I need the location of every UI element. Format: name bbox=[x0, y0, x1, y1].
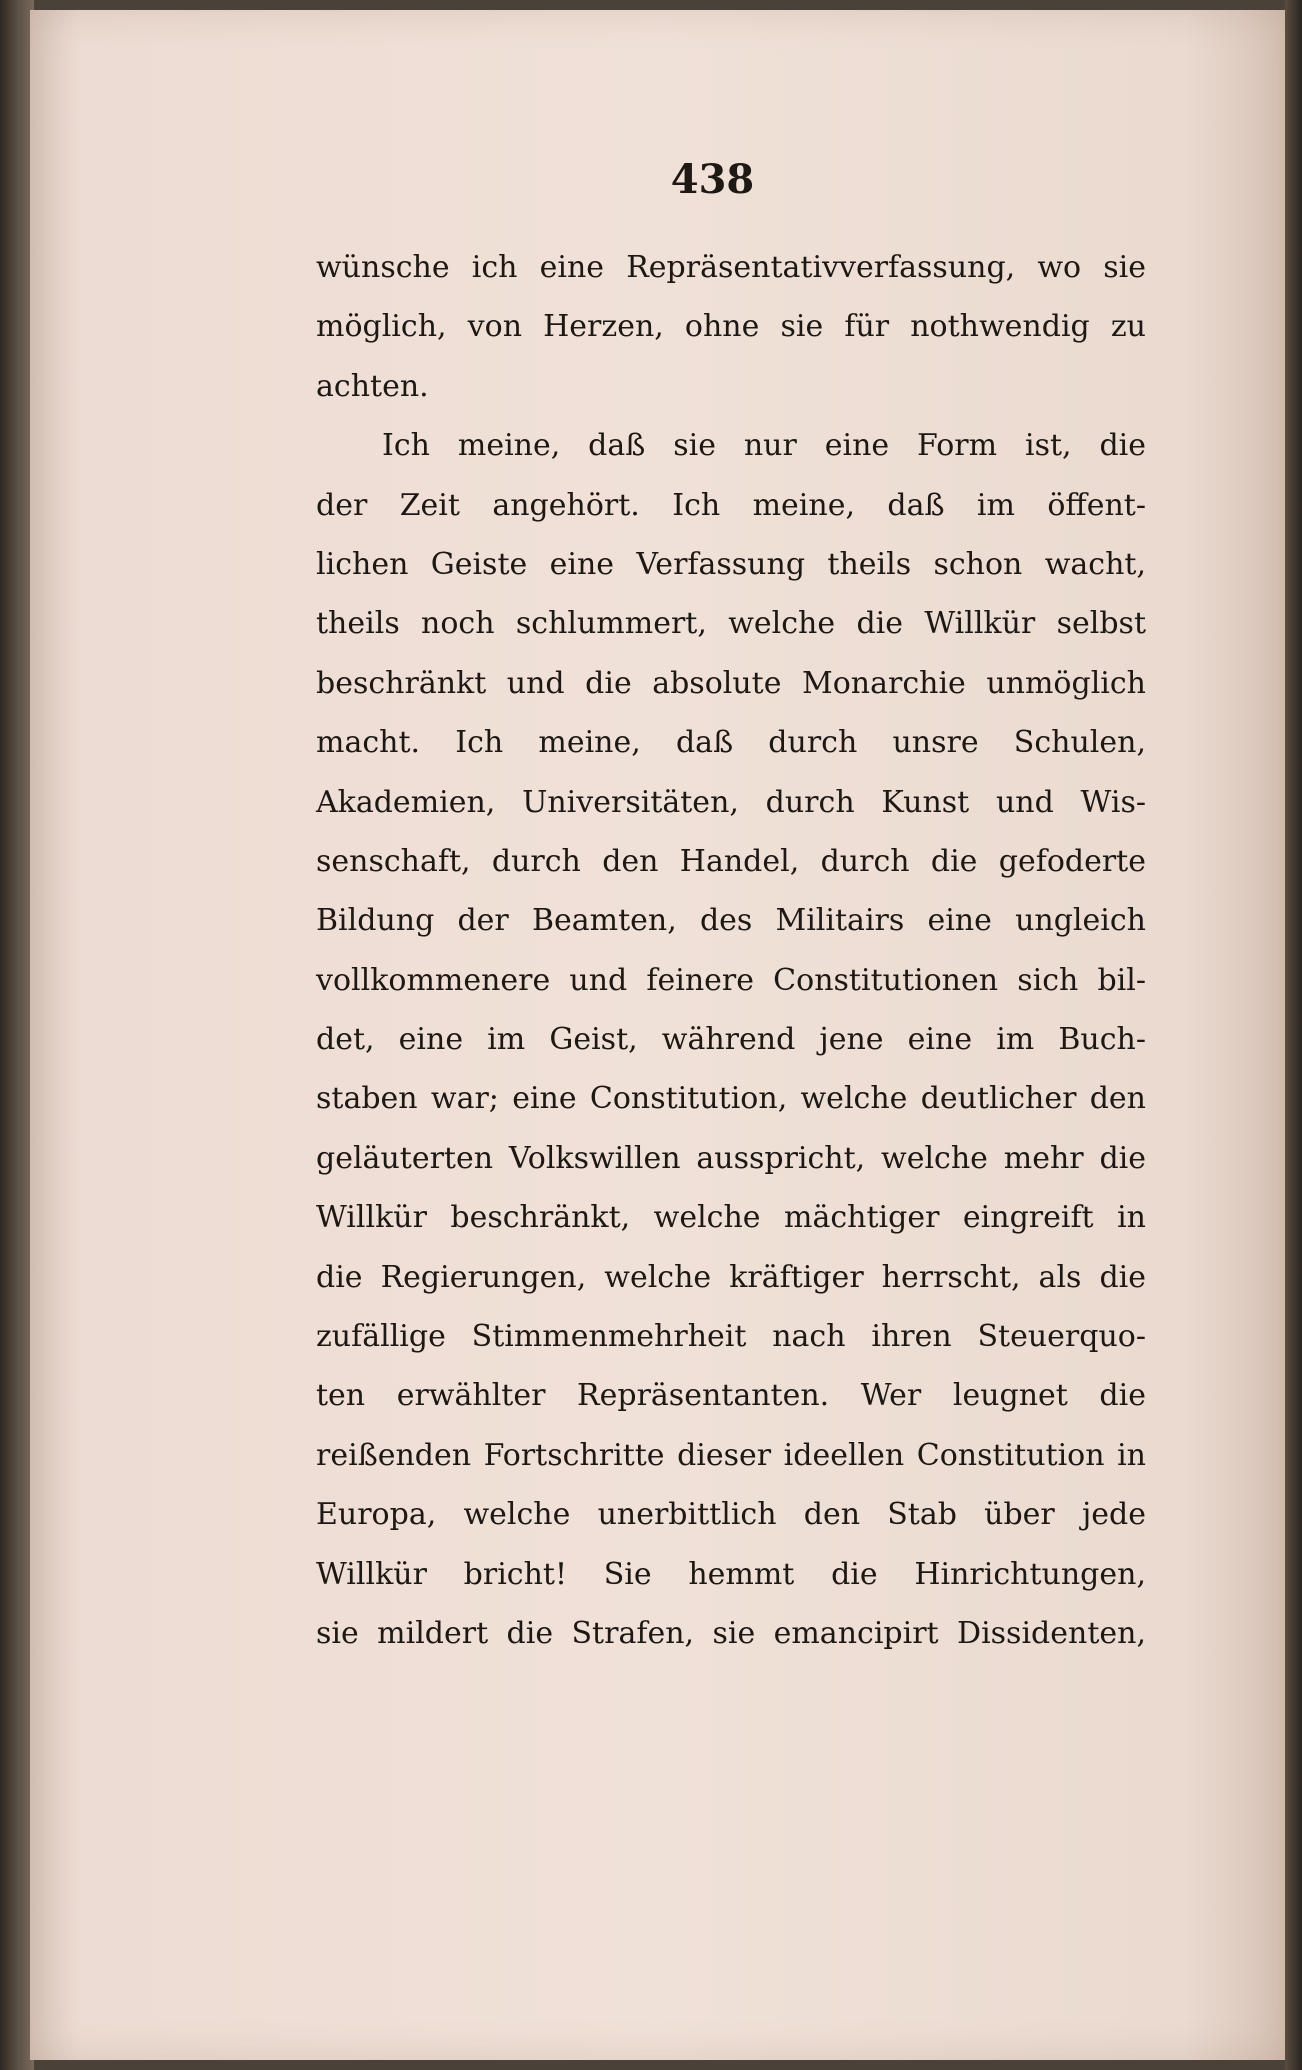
text-line: staben war; eine Constitution, welche deutlicher den bbox=[316, 1081, 1146, 1117]
text-line: reißenden Fortschritte dieser ideellen Constitution in bbox=[316, 1437, 1146, 1473]
text-line: der Zeit angehört. Ich meine, daß im öffent- bbox=[316, 487, 1146, 523]
page-text bbox=[316, 238, 1146, 1663]
text-line: sie mildert die Strafen, sie emancipirt Dissidenten, bbox=[316, 1615, 1146, 1651]
text-line: Europa, welche unerbittlich den Stab über jede bbox=[316, 1497, 1146, 1533]
text-line: Willkür beschränkt, welche mächtiger eingreift in bbox=[316, 1200, 1146, 1236]
text-line: Bildung der Beamten, des Militairs eine ungleich bbox=[316, 903, 1146, 939]
left-book-edge bbox=[0, 0, 34, 2070]
text-line: macht. Ich meine, daß durch unsre Schulen, bbox=[316, 725, 1146, 761]
text-line: lichen Geiste eine Verfassung theils schon wacht, bbox=[316, 546, 1146, 582]
text-line: geläuterten Volkswillen ausspricht, welche mehr die bbox=[316, 1140, 1146, 1176]
text-line: die Regierungen, welche kräftiger herrscht, als die bbox=[316, 1259, 1146, 1295]
text-line: ten erwählter Repräsentanten. Wer leugnet die bbox=[316, 1378, 1146, 1414]
text-line: theils noch schlummert, welche die Willkür selbst bbox=[316, 606, 1146, 642]
text-line: beschränkt und die absolute Monarchie unmöglich bbox=[316, 665, 1146, 701]
text-line: wünsche ich eine Repräsentativverfassung, wo sie bbox=[316, 250, 1146, 285]
text-line: Willkür bricht! Sie hemmt die Hinrichtungen, bbox=[316, 1556, 1146, 1592]
text-line: det, eine im Geist, während jene eine im Buch- bbox=[316, 1022, 1146, 1058]
page-number: 438 bbox=[670, 156, 755, 203]
text-line: Ich meine, daß sie nur eine Form ist, die bbox=[382, 428, 1146, 464]
text-line: achten. bbox=[316, 368, 429, 404]
text-line: vollkommenere und feinere Constitutionen sich bil- bbox=[316, 962, 1146, 998]
text-line: möglich, von Herzen, ohne sie für nothwendig zu bbox=[316, 309, 1146, 345]
text-line: zufällige Stimmenmehrheit nach ihren Steuerquo- bbox=[316, 1319, 1146, 1355]
text-line: Akademien, Universitäten, durch Kunst und Wis- bbox=[316, 784, 1146, 820]
text-line: senschaft, durch den Handel, durch die gefoderte bbox=[316, 843, 1146, 879]
right-book-edge bbox=[1285, 0, 1302, 2070]
